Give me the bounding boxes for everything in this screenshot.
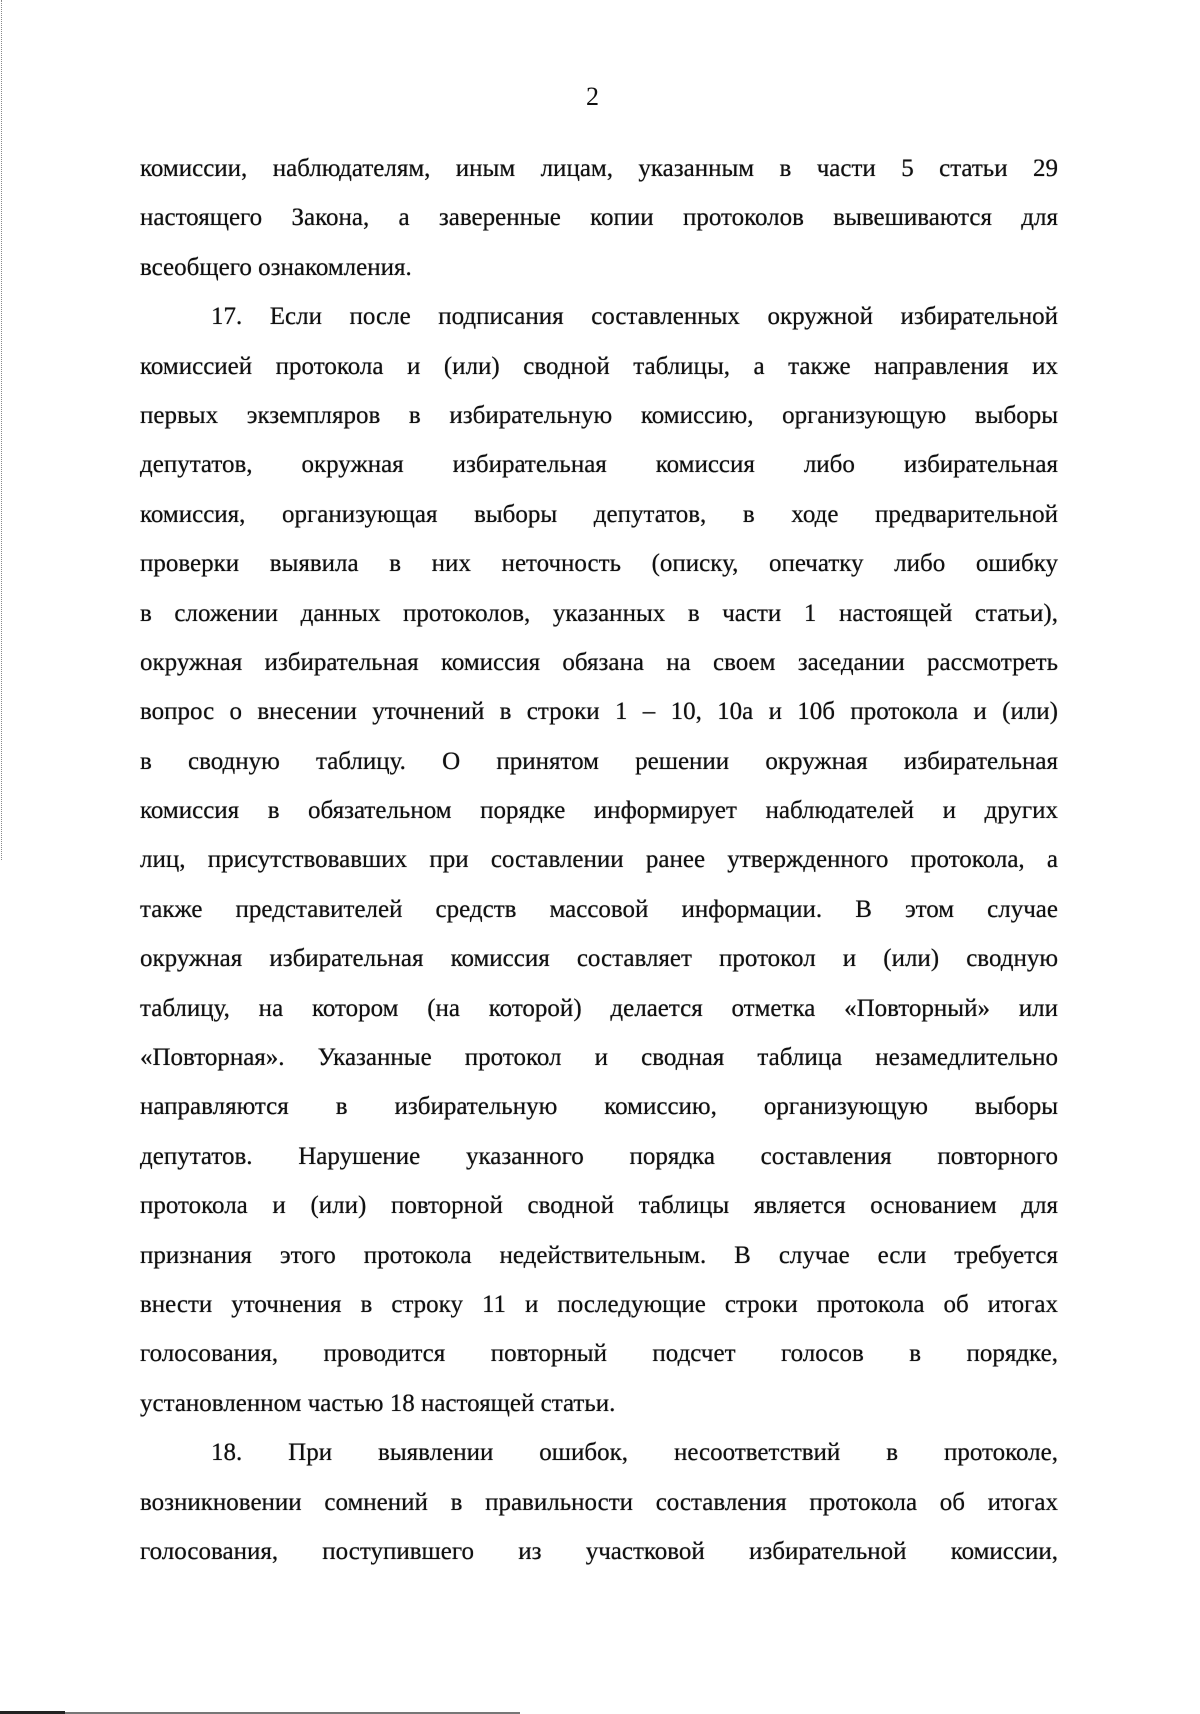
paragraph-line: в сложении данных протоколов, указанных в части 1 настоящей статьи), (140, 599, 1058, 627)
paragraph-line: внести уточнения в строку 11 и последующие строки протокола об итогах (140, 1290, 1058, 1318)
paragraph-line: депутатов, окружная избирательная комиссия либо избирательная (140, 451, 1058, 479)
paragraph-first-line: 17. Если после подписания составленных окружной избирательной (211, 303, 1058, 331)
paragraph-line: возникновении сомнений в правильности составления протокола об итогах (140, 1488, 1058, 1516)
paragraph-line: также представителей средств массовой информации. В этом случае (140, 895, 1058, 923)
scan-edge-artifact (1, 0, 2, 860)
paragraph-line: комиссией протокола и (или) сводной таблицы, а также направления их (140, 352, 1058, 380)
page-number: 2 (586, 82, 599, 111)
paragraph-line: первых экземпляров в избирательную комиссию, организующую выборы (140, 401, 1058, 429)
paragraph-line: установленном частью 18 настоящей статьи. (140, 1389, 616, 1417)
paragraph-line: окружная избирательная комиссия обязана на своем заседании рассмотреть (140, 648, 1058, 676)
paragraph-line: комиссия, организующая выборы депутатов, в ходе предварительной (140, 500, 1058, 528)
paragraph-line: протокола и (или) повторной сводной таблицы является основанием для (140, 1192, 1058, 1220)
paragraph-line: проверки выявила в них неточность (описку, опечатку либо ошибку (140, 550, 1058, 578)
document-body (140, 151, 1058, 1583)
paragraph-line: «Повторная». Указанные протокол и сводная таблица незамедлительно (140, 1044, 1058, 1072)
paragraph-line: в сводную таблицу. О принятом решении окружная избирательная (140, 747, 1058, 775)
paragraph-line: голосования, поступившего из участковой избирательной комиссии, (140, 1537, 1058, 1565)
paragraph-line: вопрос о внесении уточнений в строки 1 – 10, 10а и 10б протокола и (или) (140, 698, 1058, 726)
paragraph-line: окружная избирательная комиссия составляет протокол и (или) сводную (140, 945, 1058, 973)
paragraph-line: депутатов. Нарушение указанного порядка составления повторного (140, 1142, 1058, 1170)
paragraph-line: направляются в избирательную комиссию, организующую выборы (140, 1093, 1058, 1121)
paragraph-first-line: комиссии, наблюдателям, иным лицам, указанным в части 5 статьи 29 (140, 155, 1058, 182)
paragraph-line: лиц, присутствовавших при составлении ранее утвержденного протокола, а (140, 846, 1058, 874)
paragraph-line: признания этого протокола недействительным. В случае если требуется (140, 1241, 1058, 1269)
paragraph-first-line: 18. При выявлении ошибок, несоответствий в протоколе, (211, 1439, 1058, 1467)
paragraph-line: голосования, проводится повторный подсчет голосов в порядке, (140, 1340, 1058, 1368)
paragraph-line: настоящего Закона, а заверенные копии протоколов вывешиваются для (140, 204, 1058, 232)
paragraph-line: всеобщего ознакомления. (140, 253, 412, 281)
paragraph-line: комиссия в обязательном порядке информирует наблюдателей и других (140, 797, 1058, 825)
paragraph-line: таблицу, на котором (на которой) делается отметка «Повторный» или (140, 994, 1058, 1022)
